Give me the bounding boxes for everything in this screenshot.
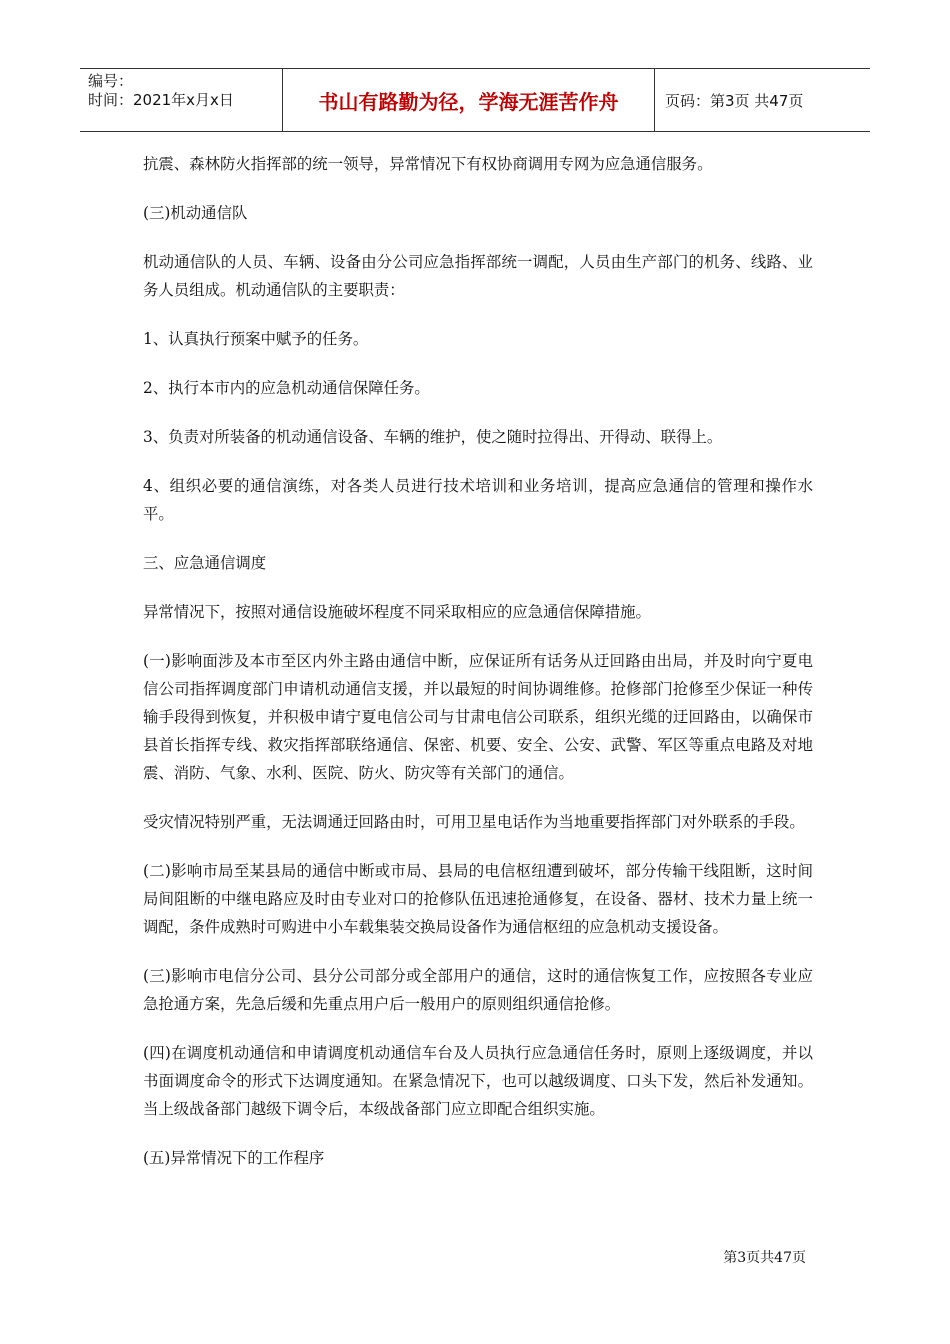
- paragraph: (一)影响面涉及本市至区内外主路由通信中断，应保证所有话务从迂回路由出局，并及时向宁夏电信公司指挥调度部门申请机动通信支援，并以最短的时间协调维修。抢修部门抢修至少保证一种传输手段得到恢复，并积极申请宁夏电信公司与甘肃电信公司联系，组织光缆的迂回路由，以确保市县首长指挥专线、救灾指挥部联络通信、保密、机要、安全、公安、武警、军区等重点电路及对地震、消防、气象、水利、医院、防火、防灾等有关部门的通信。: [143, 652, 813, 782]
- list-item: 4、组织必要的通信演练，对各类人员进行技术培训和业务培训，提高应急通信的管理和操作水平。: [143, 477, 813, 523]
- header-motto: 书山有路勤为径，学海无涯苦作舟: [282, 69, 655, 131]
- list-item: 3、负责对所装备的机动通信设备、车辆的维护，使之随时拉得出、开得动、联得上。: [143, 428, 723, 446]
- header-page-info: 页码：第3页 共47页: [665, 91, 804, 110]
- page-footer: 第3页共47页: [723, 1250, 806, 1266]
- paragraph: (二)影响市局至某县局的通信中断或市局、县局的电信枢纽遭到破坏，部分传输干线阻断，这时间局间阻断的中继电路应及时由专业对口的抢修队伍迅速抢通修复，在设备、器材、技术力量上统一调配，条件成熟时可购进中小车载集装交换局设备作为通信枢纽的应急机动支援设备。: [143, 862, 813, 936]
- section-heading: (三)机动通信队: [143, 204, 248, 222]
- page-header: [80, 68, 870, 132]
- paragraph: 机动通信队的人员、车辆、设备由分公司应急指挥部统一调配，人员由生产部门的机务、线路、业务人员组成。机动通信队的主要职责：: [143, 253, 813, 299]
- document-number-label: 编号：: [88, 72, 134, 90]
- section-heading: 三、应急通信调度: [143, 554, 267, 572]
- list-item: 1、认真执行预案中赋予的任务。: [143, 330, 369, 348]
- document-body: [143, 150, 813, 1193]
- paragraph: 异常情况下，按照对通信设施破坏程度不同采取相应的应急通信保障措施。: [143, 603, 651, 621]
- section-heading: (五)异常情况下的工作程序: [143, 1149, 325, 1167]
- list-item: 2、执行本市内的应急机动通信保障任务。: [143, 379, 430, 397]
- paragraph: (四)在调度机动通信和申请调度机动通信车台及人员执行应急通信任务时，原则上逐级调度，并以书面调度命令的形式下达调度通知。在紧急情况下，也可以越级调度、口头下发，然后补发通知。当上级战备部门越级下调令后，本级战备部门应立即配合组织实施。: [143, 1044, 813, 1118]
- paragraph: 受灾情况特别严重，无法调通迂回路由时，可用卫星电话作为当地重要指挥部门对外联系的手段。: [143, 813, 805, 831]
- paragraph: (三)影响市电信分公司、县分公司部分或全部用户的通信，这时的通信恢复工作，应按照各专业应急抢通方案，先急后缓和先重点用户后一般用户的原则组织通信抢修。: [143, 967, 813, 1013]
- document-time: 时间：2021年x月x日: [88, 91, 234, 109]
- paragraph: 抗震、森林防火指挥部的统一领导，异常情况下有权协商调用专网为应急通信服务。: [143, 155, 713, 173]
- header-meta: [80, 69, 282, 131]
